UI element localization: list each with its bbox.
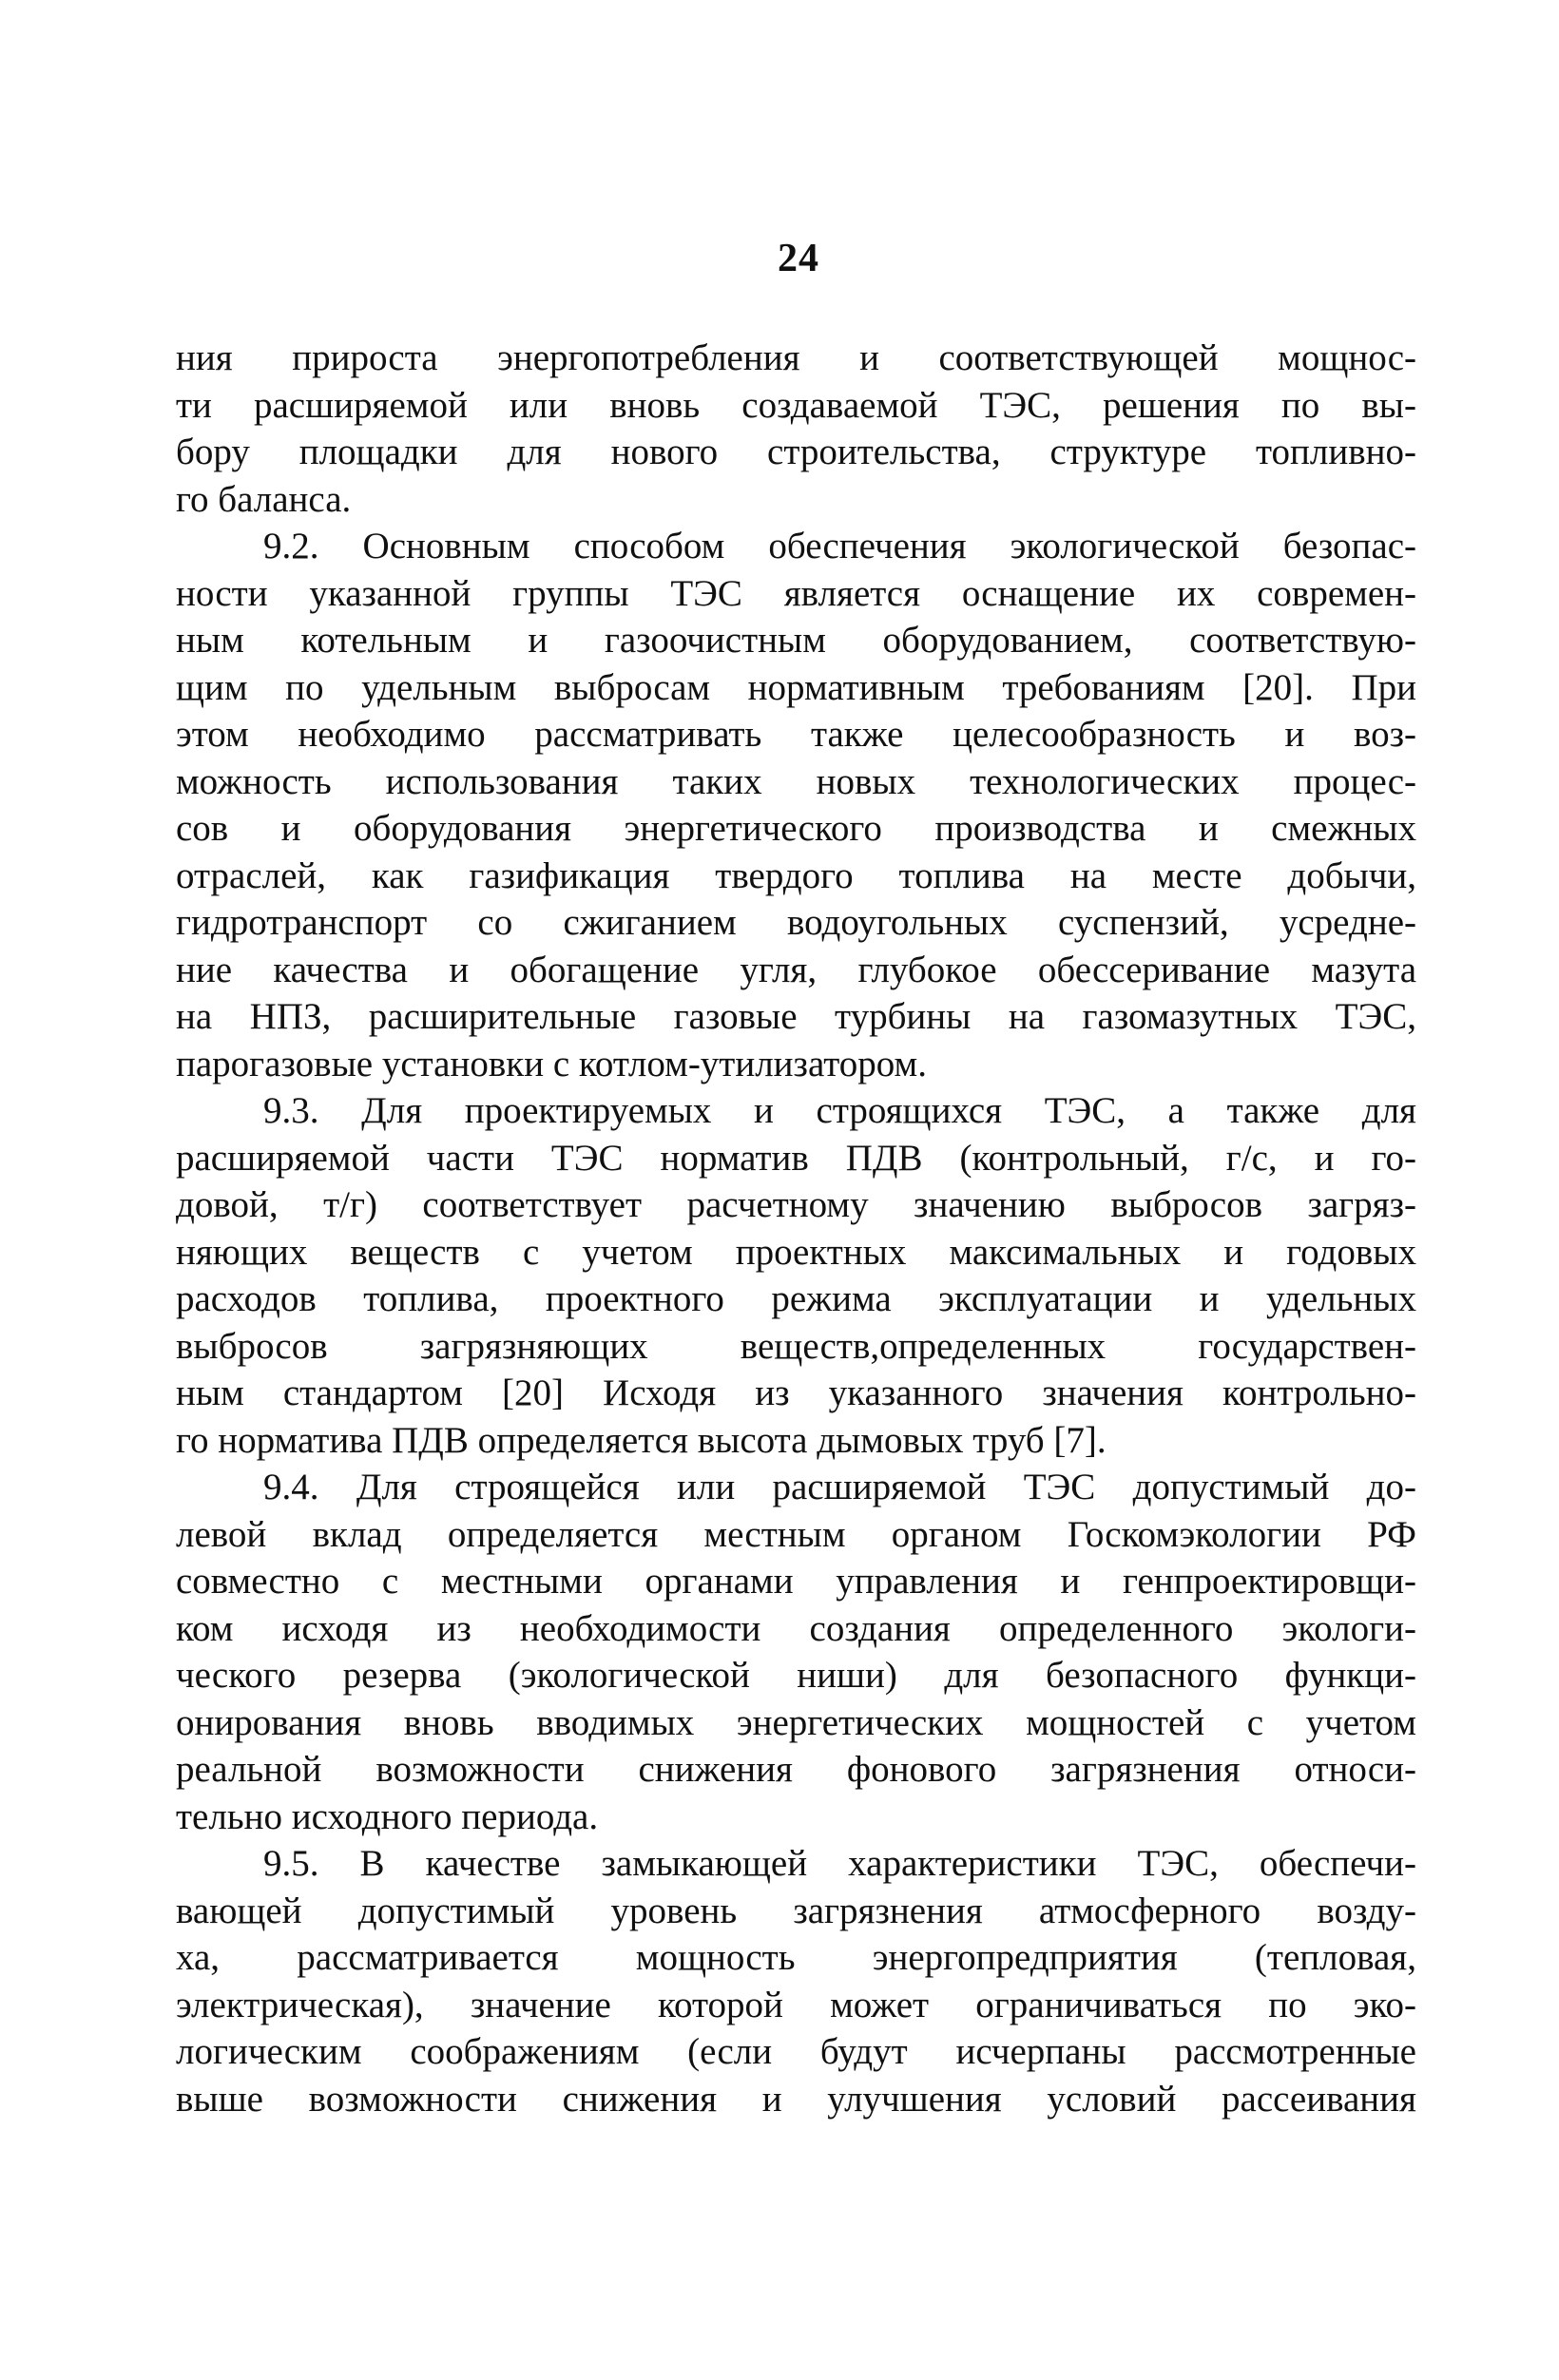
page-number: 24 [778, 237, 819, 280]
text-line: отраслей, как газификация твердого топлива на месте добычи, [176, 854, 1416, 896]
text-line: этом необходимо рассматривать также целесообразность и воз- [176, 714, 1416, 755]
text-line: 9.5. В качестве замыкающей характеристики ТЭС, обеспечи- [263, 1843, 1416, 1884]
text-line: ным стандартом [20] Исходя из указанного значения контрольно- [176, 1372, 1416, 1413]
text-line: 9.3. Для проектируемых и строящихся ТЭС, а также для [263, 1090, 1416, 1131]
body-text-block [176, 335, 1416, 2122]
text-line: ния прироста энергопотребления и соответствующей мощнос- [176, 337, 1416, 378]
text-line: сов и оборудования энергетического производства и смежных [176, 808, 1416, 849]
text-line: го норматива ПДВ определяется высота дымовых труб [7]. [176, 1419, 1107, 1461]
text-line: бору площадки для нового строительства, структуре топливно- [176, 432, 1416, 472]
text-line: ком исходя из необходимости создания определенного экологи- [176, 1607, 1416, 1649]
text-line: парогазовые установки с котлом-утилизатором. [176, 1043, 927, 1084]
text-line: расширяемой части ТЭС норматив ПДВ (контрольный, г/с, и го- [176, 1137, 1416, 1179]
text-line: 9.4. Для строящейся или расширяемой ТЭС допустимый до- [263, 1467, 1416, 1507]
text-line: совместно с местными органами управления и генпроектировщи- [176, 1561, 1416, 1602]
text-line: вающей допустимый уровень загрязнения атмосферного возду- [176, 1890, 1416, 1931]
text-line: тельно исходного периода. [176, 1795, 599, 1837]
text-line: на НПЗ, расширительные газовые турбины на газомазутных ТЭС, [176, 996, 1416, 1037]
text-line: реальной возможности снижения фонового загрязнения относи- [176, 1749, 1416, 1790]
text-line: ние качества и обогащение угля, глубокое обессеривание мазута [176, 949, 1416, 990]
text-line: го баланса. [176, 478, 352, 520]
text-line: щим по удельным выбросам нормативным требованиям [20]. При [176, 666, 1416, 708]
text-line: гидротранспорт со сжиганием водоугольных суспензий, усредне- [176, 902, 1416, 943]
text-line: онирования вновь вводимых энергетических мощностей с учетом [176, 1701, 1416, 1743]
text-line: выбросов загрязняющих веществ,определенных государствен- [176, 1325, 1416, 1367]
text-line: ности указанной группы ТЭС является оснащение их современ- [176, 572, 1416, 614]
text-line: расходов топлива, проектного режима эксплуатации и удельных [176, 1278, 1416, 1319]
text-line: 9.2. Основным способом обеспечения экологической безопас- [263, 526, 1416, 566]
text-line: няющих веществ с учетом проектных максимальных и годовых [176, 1231, 1416, 1273]
text-line: логическим соображениям (если будут исчерпаны рассмотренные [176, 2031, 1416, 2072]
text-line: ха, рассматривается мощность энергопредприятия (тепловая, [176, 1937, 1416, 1978]
text-line: можность использования таких новых технологических процес- [176, 760, 1416, 802]
text-line: ческого резерва (экологической ниши) для безопасного функци- [176, 1655, 1416, 1696]
text-line: электрическая), значение которой может ограничиваться по эко- [176, 1984, 1416, 2025]
text-line: ным котельным и газоочистным оборудованием, соответствую- [176, 620, 1416, 661]
text-line: левой вклад определяется местным органом Госкомэкологии РФ [176, 1513, 1416, 1555]
text-line: ти расширяемой или вновь создаваемой ТЭС, решения по вы- [176, 384, 1416, 426]
text-line: довой, т/г) соответствует расчетному значению выбросов загряз- [176, 1184, 1416, 1225]
text-line: выше возможности снижения и улучшения условий рассеивания [176, 2078, 1416, 2120]
